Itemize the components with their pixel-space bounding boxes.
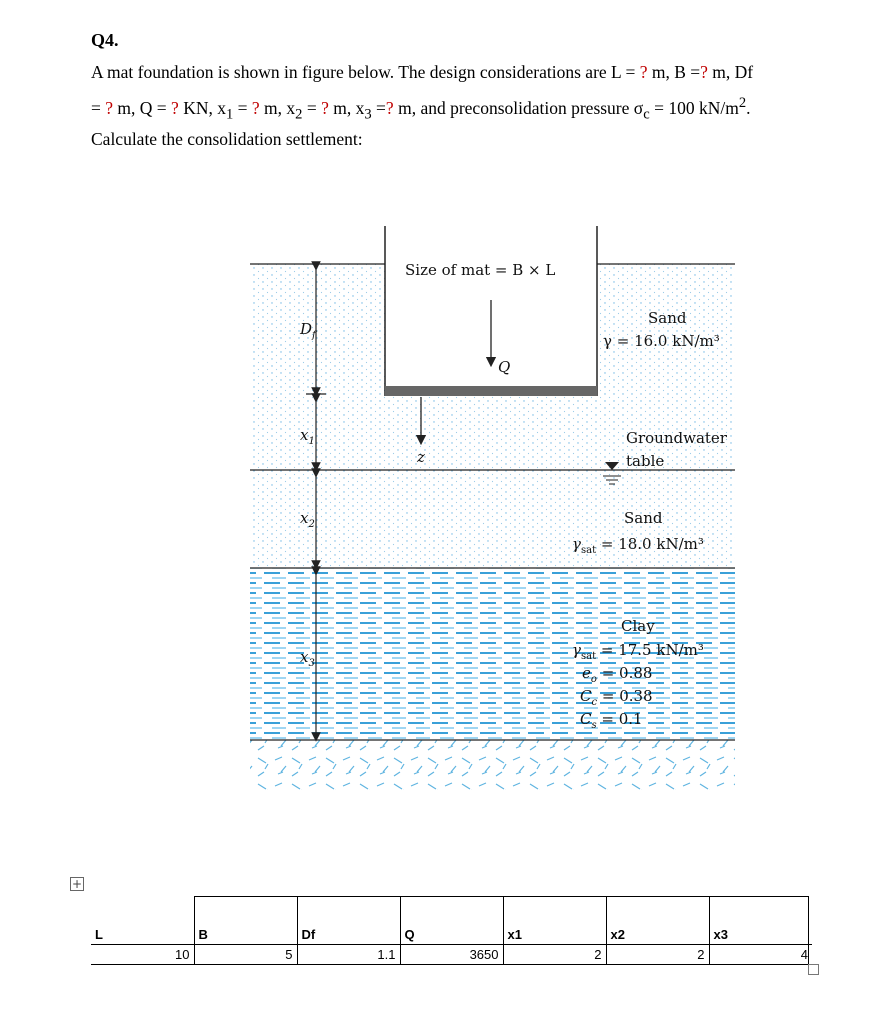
header-x3: x3	[713, 926, 728, 942]
df-label: $D_f$	[300, 320, 316, 341]
value-B[interactable]: 5	[194, 944, 297, 964]
mat-slab	[385, 386, 597, 396]
value-Df[interactable]: 1.1	[297, 944, 400, 964]
sand1-name: Sand	[648, 309, 687, 327]
move-anchor-icon[interactable]: +	[71, 877, 83, 891]
clay-void-ratio: $e_o = 0.88$	[582, 664, 653, 685]
gwt-label-2: table	[626, 452, 665, 470]
header-Df: Df	[297, 896, 400, 944]
value-x2[interactable]: 2	[606, 944, 709, 964]
depth-label: z	[417, 448, 425, 466]
question-number: Q4.	[91, 30, 119, 50]
header-x2: x2	[606, 896, 709, 944]
mat-size-label: Size of mat = B × L	[405, 261, 556, 279]
question-line-3: Calculate the consolidation settlement:	[91, 129, 363, 149]
sand1-unit-weight: γ = 16.0 kN/m³	[603, 332, 720, 350]
load-label: Q	[498, 358, 511, 376]
header-B: B	[194, 896, 297, 944]
table-resize-handle[interactable]	[808, 964, 819, 975]
sand2-unit-weight: $\gamma_{sat} = 18.0$ kN/m³	[572, 535, 704, 556]
table-header-row	[91, 896, 812, 944]
clay-compression-index: $C_c = 0.38$	[580, 687, 653, 708]
gwt-label-1: Groundwater	[626, 429, 727, 447]
clay-unit-weight: $\gamma_{sat} = 17.5$ kN/m³	[572, 641, 704, 662]
header-L: L	[91, 896, 194, 944]
x2-label: $x_2$	[300, 509, 315, 530]
table-value-row	[91, 944, 812, 964]
clay-name: Clay	[621, 617, 655, 635]
value-x1[interactable]: 2	[503, 944, 606, 964]
values-table	[91, 896, 812, 965]
header-x1: x1	[503, 896, 606, 944]
rock-layer	[250, 740, 735, 790]
value-L[interactable]: 10	[91, 944, 194, 964]
header-Q: Q	[400, 896, 503, 944]
x1-label: $x_1$	[300, 426, 315, 447]
value-x3[interactable]: 4	[709, 944, 812, 964]
value-Q[interactable]: 3650	[400, 944, 503, 964]
question-line-1: A mat foundation is shown in figure below. The design considerations are L = ? m, B =? m, Df	[91, 62, 754, 82]
question-line-2: = ? m, Q = ? KN, $x_1$ = ? m, $x_2$ = ? m, $x_3$ =? m, and preconsolidation pressure $\sigma_c = 100$ $kN/m^2$.	[91, 95, 751, 123]
x3-label: $x_3$	[300, 648, 315, 669]
sand2-name: Sand	[624, 509, 663, 527]
clay-swell-index: $C_s = 0.1$	[580, 710, 643, 731]
